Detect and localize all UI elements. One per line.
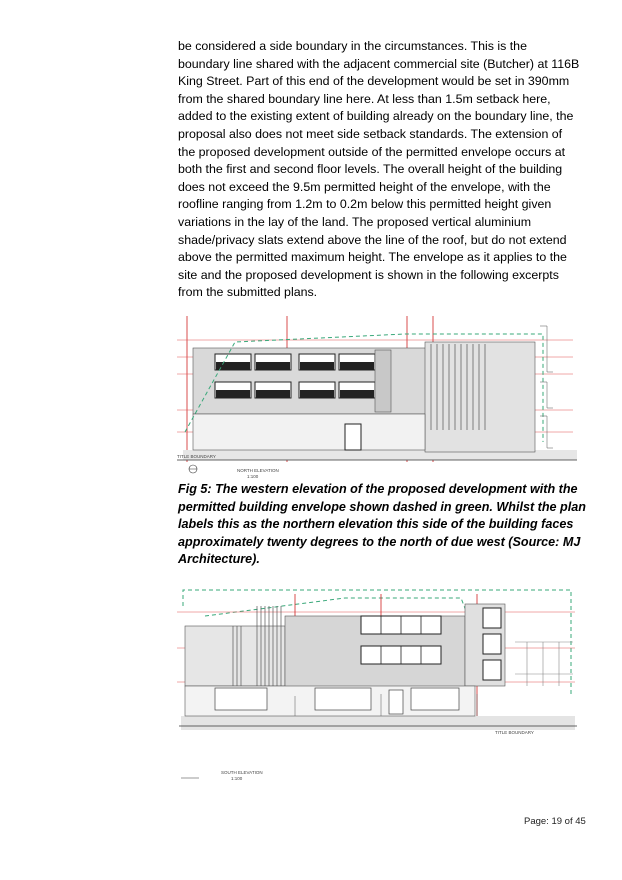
figure1-title: NORTH ELEVATION [237,468,279,473]
figure2-marker-label: TITLE BOUNDARY [495,730,534,735]
caption-line: approximately twenty degrees to the north of due west (Source: MJ [178,534,581,549]
caption-line: Fig 5: The western elevation of the proposed development with the [178,482,578,496]
body-line: King Street. Part of this end of the development would be set in 390mm [178,74,570,89]
figure1-scale: 1:100 [247,474,259,479]
south-elevation-drawing [175,586,580,784]
north-elevation-drawing [175,312,580,480]
body-paragraph [178,38,578,302]
body-line: above the permitted maximum height. The envelope as it applies to the [178,250,567,265]
body-line: from the submitted plans. [178,285,318,300]
figure1-marker-label: TITLE BOUNDARY [177,454,216,459]
caption-line: labels this as the northern elevation this side of the building faces [178,517,574,532]
page-number: Page: 19 of 45 [524,816,586,827]
body-line: from the shared boundary line here. At less than 1.5m setback here, [178,91,551,106]
figure-north-elevation [175,312,580,480]
body-line: roofline ranging from 1.2m to 0.2m below this permitted height given [178,197,552,212]
caption-line: Architecture). [178,552,260,567]
body-line: both the first and second floor levels. The overall height of the building [178,162,563,177]
body-line: proposal also does not meet side setback standards. The extension of [178,126,563,141]
body-line: be considered a side boundary in the circumstances. This is the [178,39,527,53]
caption-line: permitted building envelope shown dashed in green. Whilst the plan [178,499,586,514]
body-line: variations in the lay of the land. The proposed vertical aluminium [178,214,532,229]
body-line: site and the proposed development is shown in the following excerpts [178,267,559,282]
figure-south-elevation [175,586,580,784]
figure2-scale: 1:100 [231,776,243,781]
body-line: does not exceed the 9.5m permitted height of the envelope, with the [178,179,551,194]
body-line: shade/privacy slats extend above the line of the roof, but do not extend [178,232,567,247]
figure2-title: SOUTH ELEVATION [221,770,263,775]
body-line: boundary line shared with the adjacent commercial site (Butcher) at 116B [178,56,580,71]
body-line: the proposed development outside of the permitted envelope occurs at [178,144,566,159]
body-line: added to the existing extent of building already on the boundary line, the [178,109,574,124]
figure-caption [178,481,586,569]
